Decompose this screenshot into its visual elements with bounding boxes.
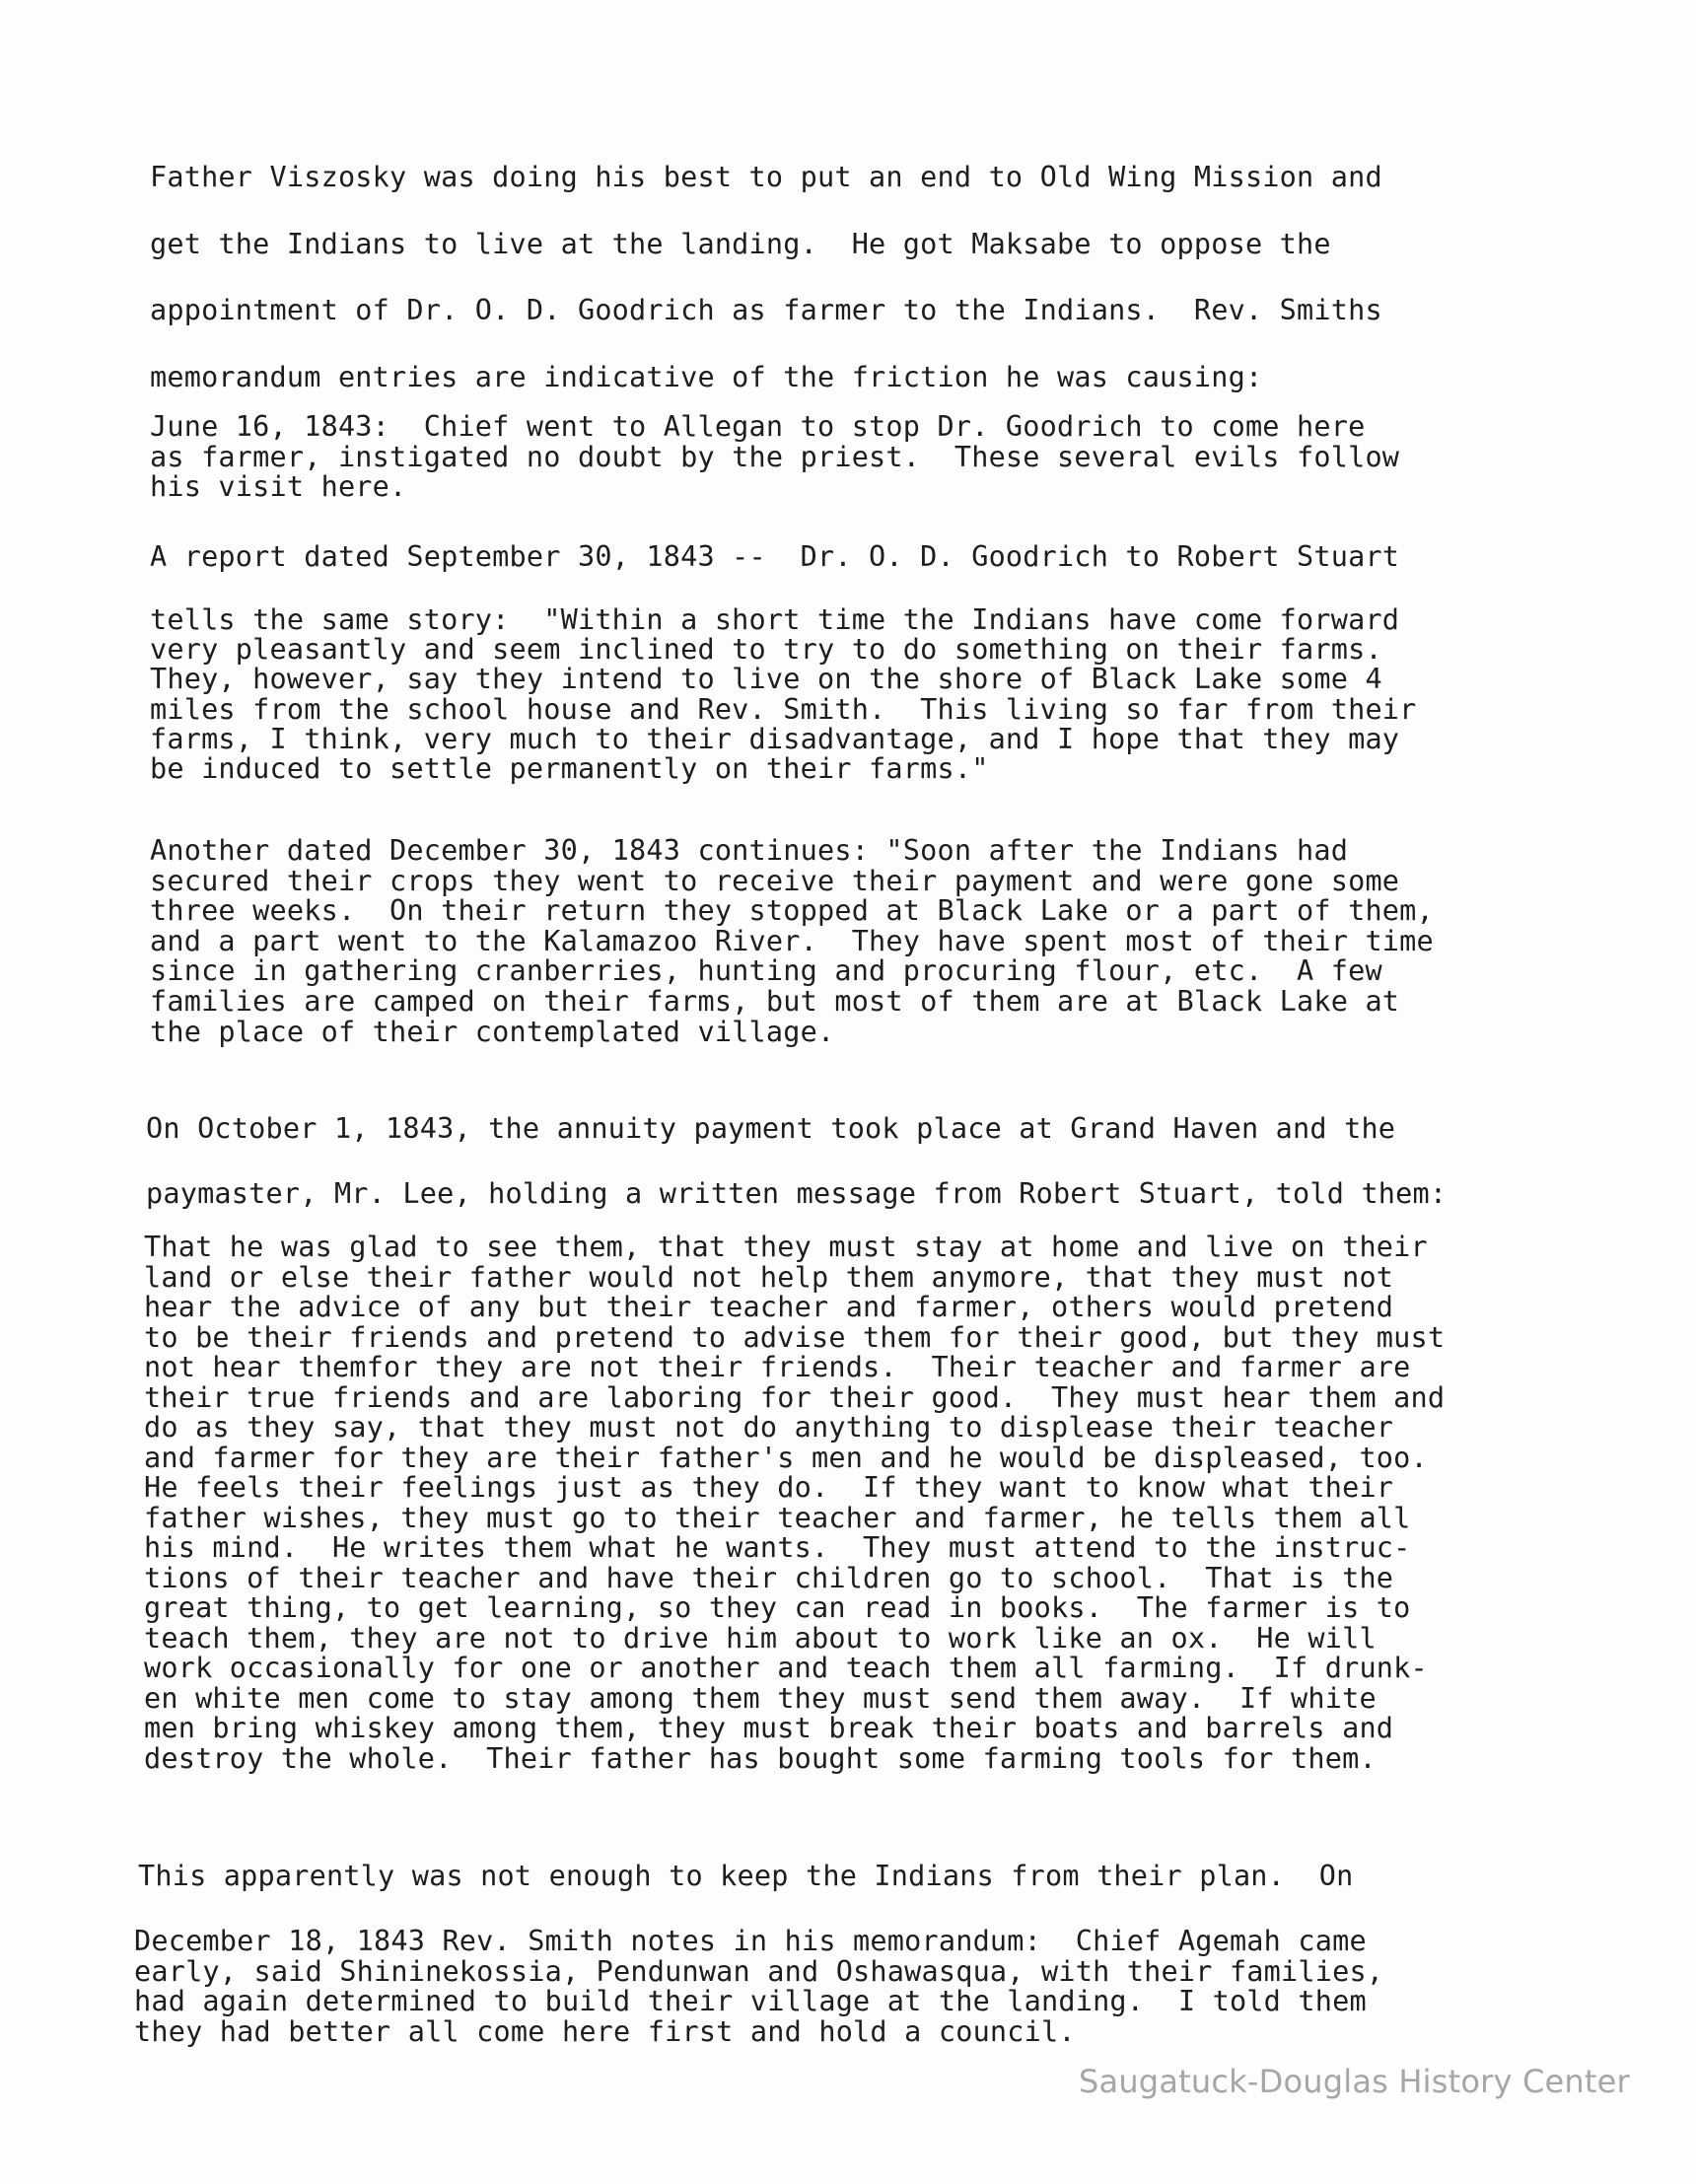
text-line: do as they say, that they must not do anything to displease their teacher <box>144 1411 1394 1444</box>
text-line: very pleasantly and seem inclined to try to do something on their farms. <box>150 633 1382 667</box>
text-line: be induced to settle permanently on their farms." <box>150 752 989 786</box>
text-line: secured their crops they went to receive their payment and were gone some <box>150 864 1400 897</box>
text-line: father wishes, they must go to their teacher and farmer, he tells them all <box>144 1501 1411 1534</box>
text-line: to be their friends and pretend to advise them for their good, but they must <box>144 1320 1446 1354</box>
text-line: They, however, say they intend to live on the shore of Black Lake some 4 <box>150 663 1382 696</box>
text-line: Father Viszosky was doing his best to put an end to Old Wing Mission and <box>150 161 1382 193</box>
text-line: miles from the school house and Rev. Smith. This living so far from their <box>150 692 1417 726</box>
paragraph-december-report <box>150 836 1434 1047</box>
text-line: December 18, 1843 Rev. Smith notes in his memorandum: Chief Agemah came <box>134 1925 1367 1957</box>
text-line: This apparently was not enough to keep the Indians from their plan. On <box>138 1860 1354 1892</box>
text-line: He feels their feelings just as they do. If they want to know what their <box>144 1471 1394 1504</box>
text-line: since in gathering cranberries, hunting and procuring flour, etc. A few <box>150 954 1382 988</box>
paragraph-report-quote <box>150 605 1417 784</box>
paragraph-december-memorandum <box>134 1927 1383 2047</box>
text-line: teach them, they are not to drive him about to work like an ox. He will <box>144 1621 1377 1655</box>
text-line: and a part went to the Kalamazoo River. They have spent most of their time <box>150 924 1434 957</box>
text-line: families are camped on their farms, but most of them are at Black Lake at <box>150 984 1400 1018</box>
text-line: had again determined to build their village at the landing. I told them <box>134 1985 1367 2017</box>
text-line: destroy the whole. Their father has bought some farming tools for them. <box>144 1741 1377 1775</box>
text-line: they had better all come here first and hold a council. <box>134 2014 1076 2048</box>
paragraph-report-heading <box>150 542 1399 572</box>
text-line: not hear themfor they are not their friends. Their teacher and farmer are <box>144 1351 1411 1383</box>
paragraph-not-enough <box>138 1862 1353 1891</box>
text-line: early, said Shininekossia, Pendunwan and Oshawasqua, with their families, <box>134 1954 1384 1988</box>
text-line: On October 1, 1843, the annuity payment took place at Grand Haven and the <box>146 1112 1396 1145</box>
text-line: work occasionally for one or another and teach them all farming. If drunk- <box>144 1652 1428 1684</box>
text-line: That he was glad to see them, that they must stay at home and live on their <box>144 1231 1428 1263</box>
paragraph-paymaster-message <box>144 1233 1445 1774</box>
text-line: tells the same story: "Within a short time the Indians have come forward <box>150 603 1400 636</box>
text-line: farms, I think, very much to their disadvantage, and I hope that they may <box>150 722 1400 755</box>
watermark-text: Saugatuck-Douglas History Center <box>1079 2063 1630 2100</box>
text-line: paymaster, Mr. Lee, holding a written message from Robert Stuart, told them: <box>146 1177 1448 1210</box>
text-line: men bring whiskey among them, they must break their boats and barrels and <box>144 1712 1394 1744</box>
text-line: his mind. He writes them what he wants. They must attend to the instruc- <box>144 1531 1411 1564</box>
text-line: appointment of Dr. O. D. Goodrich as farmer to the Indians. Rev. Smiths <box>150 294 1382 326</box>
text-line: great thing, to get learning, so they can read in books. The farmer is to <box>144 1591 1411 1624</box>
text-line: his visit here. <box>150 470 407 503</box>
text-line: A report dated September 30, 1843 -- Dr. O. D. Goodrich to Robert Stuart <box>150 540 1400 573</box>
paragraph-june-entry <box>150 412 1399 503</box>
text-line: hear the advice of any but their teacher and farmer, others would pretend <box>144 1291 1394 1323</box>
text-line: their true friends and are laboring for their good. They must hear them and <box>144 1380 1446 1414</box>
text-line: memorandum entries are indicative of the friction he was causing: <box>150 360 1263 393</box>
paragraph-intro <box>150 144 1382 410</box>
text-line: three weeks. On their return they stopped at Black Lake or a part of them, <box>150 894 1434 928</box>
text-line: and farmer for they are their father's men and he would be displeased, too. <box>144 1441 1428 1474</box>
paragraph-annuity-payment <box>146 1096 1447 1227</box>
text-line: en white men come to stay among them they must send them away. If white <box>144 1681 1377 1715</box>
text-line: Another dated December 30, 1843 continues: "Soon after the Indians had <box>150 834 1349 867</box>
text-line: as farmer, instigated no doubt by the priest. These several evils follow <box>150 440 1400 473</box>
text-line: tions of their teacher and have their children go to school. That is the <box>144 1561 1394 1594</box>
text-line: June 16, 1843: Chief went to Allegan to stop Dr. Goodrich to come here <box>150 410 1366 443</box>
text-line: get the Indians to live at the landing. He got Maksabe to oppose the <box>150 227 1331 260</box>
text-line: land or else their father would not help them anymore, that they must not <box>144 1260 1394 1294</box>
text-line: the place of their contemplated village. <box>150 1015 835 1048</box>
